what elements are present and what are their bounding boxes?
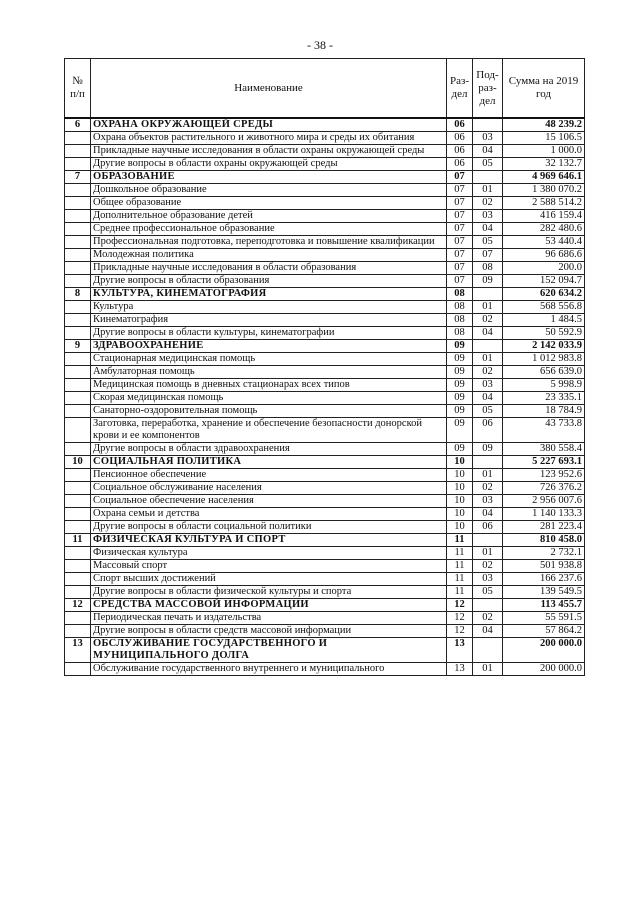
row-number: 6 xyxy=(65,118,91,132)
row-name: КУЛЬТУРА, КИНЕМАТОГРАФИЯ xyxy=(91,288,447,301)
row-section: 06 xyxy=(447,158,473,171)
row-number xyxy=(65,560,91,573)
row-sum: 139 549.5 xyxy=(503,586,585,599)
row-number xyxy=(65,223,91,236)
row-sum: 200 000.0 xyxy=(503,638,585,663)
row-subsection xyxy=(473,171,503,184)
row-name: Физическая культура xyxy=(91,547,447,560)
row-subsection: 01 xyxy=(473,469,503,482)
row-number xyxy=(65,521,91,534)
row-section: 10 xyxy=(447,469,473,482)
row-subsection xyxy=(473,456,503,469)
row-name: Скорая медицинская помощь xyxy=(91,392,447,405)
row-sum: 568 556.8 xyxy=(503,301,585,314)
table-row xyxy=(65,612,585,625)
row-subsection: 08 xyxy=(473,262,503,275)
row-name: Пенсионное обеспечение xyxy=(91,469,447,482)
row-name: Массовый спорт xyxy=(91,560,447,573)
row-subsection: 04 xyxy=(473,327,503,340)
section-row xyxy=(65,599,585,612)
table-row xyxy=(65,663,585,676)
row-name: Периодическая печать и издательства xyxy=(91,612,447,625)
row-number xyxy=(65,469,91,482)
table-row xyxy=(65,521,585,534)
row-subsection: 02 xyxy=(473,612,503,625)
row-name: Другие вопросы в области охраны окружающей среды xyxy=(91,158,447,171)
table-row xyxy=(65,366,585,379)
table-row xyxy=(65,586,585,599)
row-name: Общее образование xyxy=(91,197,447,210)
section-row xyxy=(65,171,585,184)
table-row xyxy=(65,158,585,171)
row-name: СОЦИАЛЬНАЯ ПОЛИТИКА xyxy=(91,456,447,469)
row-sum: 113 455.7 xyxy=(503,599,585,612)
row-sum: 620 634.2 xyxy=(503,288,585,301)
row-number xyxy=(65,145,91,158)
row-subsection: 01 xyxy=(473,184,503,197)
row-sum: 656 639.0 xyxy=(503,366,585,379)
row-subsection: 03 xyxy=(473,379,503,392)
row-sum: 2 588 514.2 xyxy=(503,197,585,210)
row-subsection: 01 xyxy=(473,663,503,676)
row-name: Другие вопросы в области средств массовой информации xyxy=(91,625,447,638)
row-number xyxy=(65,327,91,340)
row-name: Молодежная политика xyxy=(91,249,447,262)
row-name: Прикладные научные исследования в области образования xyxy=(91,262,447,275)
row-section: 09 xyxy=(447,392,473,405)
row-sum: 2 732.1 xyxy=(503,547,585,560)
row-sum: 152 094.7 xyxy=(503,275,585,288)
row-number: 10 xyxy=(65,456,91,469)
row-sum: 123 952.6 xyxy=(503,469,585,482)
section-row xyxy=(65,638,585,663)
row-subsection: 02 xyxy=(473,197,503,210)
row-subsection: 06 xyxy=(473,418,503,443)
row-sum: 200.0 xyxy=(503,262,585,275)
row-sum: 1 140 133.3 xyxy=(503,508,585,521)
row-section: 09 xyxy=(447,418,473,443)
row-name: ОХРАНА ОКРУЖАЮЩЕЙ СРЕДЫ xyxy=(91,118,447,132)
row-sum: 282 480.6 xyxy=(503,223,585,236)
row-name: Заготовка, переработка, хранение и обеспечение безопасности донорской крови и ее компонентов xyxy=(91,418,447,443)
row-sum: 15 106.5 xyxy=(503,132,585,145)
row-sum: 2 956 007.6 xyxy=(503,495,585,508)
row-number xyxy=(65,275,91,288)
row-name: Социальное обслуживание населения xyxy=(91,482,447,495)
row-subsection: 05 xyxy=(473,158,503,171)
row-name: Кинематография xyxy=(91,314,447,327)
table-row xyxy=(65,560,585,573)
row-name: Другие вопросы в области образования xyxy=(91,275,447,288)
row-subsection: 06 xyxy=(473,521,503,534)
row-section: 07 xyxy=(447,249,473,262)
row-section: 07 xyxy=(447,171,473,184)
row-number xyxy=(65,625,91,638)
row-subsection: 04 xyxy=(473,145,503,158)
row-section: 13 xyxy=(447,638,473,663)
row-subsection: 01 xyxy=(473,353,503,366)
row-number xyxy=(65,612,91,625)
row-sum: 200 000.0 xyxy=(503,663,585,676)
row-number xyxy=(65,586,91,599)
table-body xyxy=(65,118,585,676)
row-subsection: 04 xyxy=(473,223,503,236)
row-section: 07 xyxy=(447,184,473,197)
row-number xyxy=(65,443,91,456)
row-sum: 5 227 693.1 xyxy=(503,456,585,469)
row-number xyxy=(65,314,91,327)
row-section: 11 xyxy=(447,547,473,560)
table-row xyxy=(65,495,585,508)
table-row xyxy=(65,625,585,638)
row-number xyxy=(65,249,91,262)
table-row xyxy=(65,353,585,366)
row-subsection xyxy=(473,340,503,353)
table-row xyxy=(65,197,585,210)
row-section: 09 xyxy=(447,405,473,418)
row-name: Другие вопросы в области культуры, кинематографии xyxy=(91,327,447,340)
row-number xyxy=(65,663,91,676)
row-section: 08 xyxy=(447,301,473,314)
row-number xyxy=(65,353,91,366)
row-sum: 281 223.4 xyxy=(503,521,585,534)
row-name: Другие вопросы в области социальной политики xyxy=(91,521,447,534)
row-section: 12 xyxy=(447,625,473,638)
table-row xyxy=(65,132,585,145)
row-section: 12 xyxy=(447,612,473,625)
table-row xyxy=(65,469,585,482)
row-name: ОБСЛУЖИВАНИЕ ГОСУДАРСТВЕННОГО И МУНИЦИПАЛЬНОГО ДОЛГА xyxy=(91,638,447,663)
row-name: ФИЗИЧЕСКАЯ КУЛЬТУРА И СПОРТ xyxy=(91,534,447,547)
row-number xyxy=(65,392,91,405)
row-number xyxy=(65,405,91,418)
row-name: Амбулаторная помощь xyxy=(91,366,447,379)
row-number xyxy=(65,184,91,197)
section-row xyxy=(65,534,585,547)
row-number xyxy=(65,379,91,392)
table-row xyxy=(65,223,585,236)
row-subsection: 03 xyxy=(473,573,503,586)
row-sum: 1 012 983.8 xyxy=(503,353,585,366)
row-sum: 18 784.9 xyxy=(503,405,585,418)
table-header-row xyxy=(65,59,585,119)
row-number: 12 xyxy=(65,599,91,612)
row-number: 9 xyxy=(65,340,91,353)
section-row xyxy=(65,340,585,353)
row-subsection: 03 xyxy=(473,495,503,508)
row-section: 09 xyxy=(447,366,473,379)
row-subsection: 01 xyxy=(473,301,503,314)
row-section: 09 xyxy=(447,340,473,353)
row-number: 13 xyxy=(65,638,91,663)
table-row xyxy=(65,210,585,223)
row-sum: 57 864.2 xyxy=(503,625,585,638)
row-sum: 380 558.4 xyxy=(503,443,585,456)
row-name: Культура xyxy=(91,301,447,314)
row-sum: 1 380 070.2 xyxy=(503,184,585,197)
row-number xyxy=(65,482,91,495)
row-sum: 48 239.2 xyxy=(503,118,585,132)
row-section: 06 xyxy=(447,132,473,145)
row-number xyxy=(65,301,91,314)
row-section: 09 xyxy=(447,379,473,392)
table-row xyxy=(65,547,585,560)
row-section: 11 xyxy=(447,534,473,547)
row-number xyxy=(65,508,91,521)
row-sum: 501 938.8 xyxy=(503,560,585,573)
row-sum: 5 998.9 xyxy=(503,379,585,392)
row-sum: 32 132.7 xyxy=(503,158,585,171)
row-subsection: 05 xyxy=(473,405,503,418)
row-section: 13 xyxy=(447,663,473,676)
row-subsection xyxy=(473,288,503,301)
row-subsection: 02 xyxy=(473,560,503,573)
row-subsection xyxy=(473,118,503,132)
table-row xyxy=(65,184,585,197)
row-name: Охрана объектов растительного и животного мира и среды их обитания xyxy=(91,132,447,145)
row-subsection: 02 xyxy=(473,482,503,495)
row-name: Дошкольное образование xyxy=(91,184,447,197)
row-section: 11 xyxy=(447,560,473,573)
row-name: Санаторно-оздоровительная помощь xyxy=(91,405,447,418)
header-num: № п/п xyxy=(65,59,91,119)
row-subsection xyxy=(473,638,503,663)
row-number xyxy=(65,418,91,443)
row-sum: 96 686.6 xyxy=(503,249,585,262)
table-row xyxy=(65,145,585,158)
table-row xyxy=(65,392,585,405)
row-sum: 1 484.5 xyxy=(503,314,585,327)
table-row xyxy=(65,482,585,495)
row-section: 08 xyxy=(447,327,473,340)
row-number xyxy=(65,236,91,249)
row-name: Охрана семьи и детства xyxy=(91,508,447,521)
row-name: СРЕДСТВА МАССОВОЙ ИНФОРМАЦИИ xyxy=(91,599,447,612)
row-sum: 166 237.6 xyxy=(503,573,585,586)
row-subsection: 02 xyxy=(473,314,503,327)
row-subsection: 02 xyxy=(473,366,503,379)
row-sum: 1 000.0 xyxy=(503,145,585,158)
header-name: Наименование xyxy=(91,59,447,119)
page-number: - 38 - xyxy=(307,38,333,52)
row-name: Стационарная медицинская помощь xyxy=(91,353,447,366)
section-row xyxy=(65,288,585,301)
row-sum: 23 335.1 xyxy=(503,392,585,405)
row-number xyxy=(65,547,91,560)
row-subsection: 07 xyxy=(473,249,503,262)
table-row xyxy=(65,508,585,521)
row-section: 07 xyxy=(447,262,473,275)
row-section: 07 xyxy=(447,223,473,236)
row-section: 09 xyxy=(447,353,473,366)
row-name: Прикладные научные исследования в области охраны окружающей среды xyxy=(91,145,447,158)
row-number xyxy=(65,366,91,379)
table-row xyxy=(65,443,585,456)
row-section: 07 xyxy=(447,275,473,288)
row-name: Среднее профессиональное образование xyxy=(91,223,447,236)
row-subsection: 04 xyxy=(473,392,503,405)
row-sum: 53 440.4 xyxy=(503,236,585,249)
row-sum: 2 142 033.9 xyxy=(503,340,585,353)
row-sum: 43 733.8 xyxy=(503,418,585,443)
row-subsection: 09 xyxy=(473,275,503,288)
header-sum: Сумма на 2019 год xyxy=(503,59,585,119)
row-name: ЗДРАВООХРАНЕНИЕ xyxy=(91,340,447,353)
row-subsection: 04 xyxy=(473,508,503,521)
row-name: Социальное обеспечение населения xyxy=(91,495,447,508)
table-row xyxy=(65,236,585,249)
table-row xyxy=(65,418,585,443)
table-row xyxy=(65,249,585,262)
row-subsection: 01 xyxy=(473,547,503,560)
table-row xyxy=(65,573,585,586)
section-row xyxy=(65,456,585,469)
row-section: 10 xyxy=(447,521,473,534)
row-subsection xyxy=(473,534,503,547)
row-subsection: 05 xyxy=(473,236,503,249)
row-number xyxy=(65,197,91,210)
row-name: Дополнительное образование детей xyxy=(91,210,447,223)
row-sum: 50 592.9 xyxy=(503,327,585,340)
row-name: ОБРАЗОВАНИЕ xyxy=(91,171,447,184)
row-subsection xyxy=(473,599,503,612)
header-section: Раз-дел xyxy=(447,59,473,119)
row-number xyxy=(65,573,91,586)
row-subsection: 05 xyxy=(473,586,503,599)
table-row xyxy=(65,314,585,327)
table-row xyxy=(65,379,585,392)
budget-table xyxy=(64,58,585,676)
table-row xyxy=(65,262,585,275)
row-section: 10 xyxy=(447,508,473,521)
row-section: 07 xyxy=(447,236,473,249)
row-number xyxy=(65,210,91,223)
row-number xyxy=(65,132,91,145)
row-section: 08 xyxy=(447,314,473,327)
table-row xyxy=(65,405,585,418)
section-row xyxy=(65,118,585,132)
row-sum: 726 376.2 xyxy=(503,482,585,495)
row-section: 12 xyxy=(447,599,473,612)
row-sum: 4 969 646.1 xyxy=(503,171,585,184)
row-subsection: 03 xyxy=(473,132,503,145)
row-section: 07 xyxy=(447,197,473,210)
row-name: Другие вопросы в области физической культуры и спорта xyxy=(91,586,447,599)
table-row xyxy=(65,327,585,340)
header-subsection: Под-раз-дел xyxy=(473,59,503,119)
row-sum: 55 591.5 xyxy=(503,612,585,625)
row-sum: 416 159.4 xyxy=(503,210,585,223)
row-section: 06 xyxy=(447,118,473,132)
row-section: 09 xyxy=(447,443,473,456)
row-name: Другие вопросы в области здравоохранения xyxy=(91,443,447,456)
row-number xyxy=(65,495,91,508)
row-subsection: 03 xyxy=(473,210,503,223)
row-section: 10 xyxy=(447,482,473,495)
table-row xyxy=(65,275,585,288)
row-section: 07 xyxy=(447,210,473,223)
row-section: 08 xyxy=(447,288,473,301)
row-name: Спорт высших достижений xyxy=(91,573,447,586)
row-subsection: 09 xyxy=(473,443,503,456)
row-name: Обслуживание государственного внутреннего и муниципального xyxy=(91,663,447,676)
row-name: Медицинская помощь в дневных стационарах всех типов xyxy=(91,379,447,392)
row-section: 11 xyxy=(447,573,473,586)
row-number xyxy=(65,158,91,171)
row-sum: 810 458.0 xyxy=(503,534,585,547)
row-section: 10 xyxy=(447,456,473,469)
row-section: 11 xyxy=(447,586,473,599)
row-number: 11 xyxy=(65,534,91,547)
row-name: Профессиональная подготовка, переподготовка и повышение квалификации xyxy=(91,236,447,249)
row-number: 8 xyxy=(65,288,91,301)
row-number xyxy=(65,262,91,275)
row-subsection: 04 xyxy=(473,625,503,638)
row-number: 7 xyxy=(65,171,91,184)
table-row xyxy=(65,301,585,314)
row-section: 10 xyxy=(447,495,473,508)
row-section: 06 xyxy=(447,145,473,158)
